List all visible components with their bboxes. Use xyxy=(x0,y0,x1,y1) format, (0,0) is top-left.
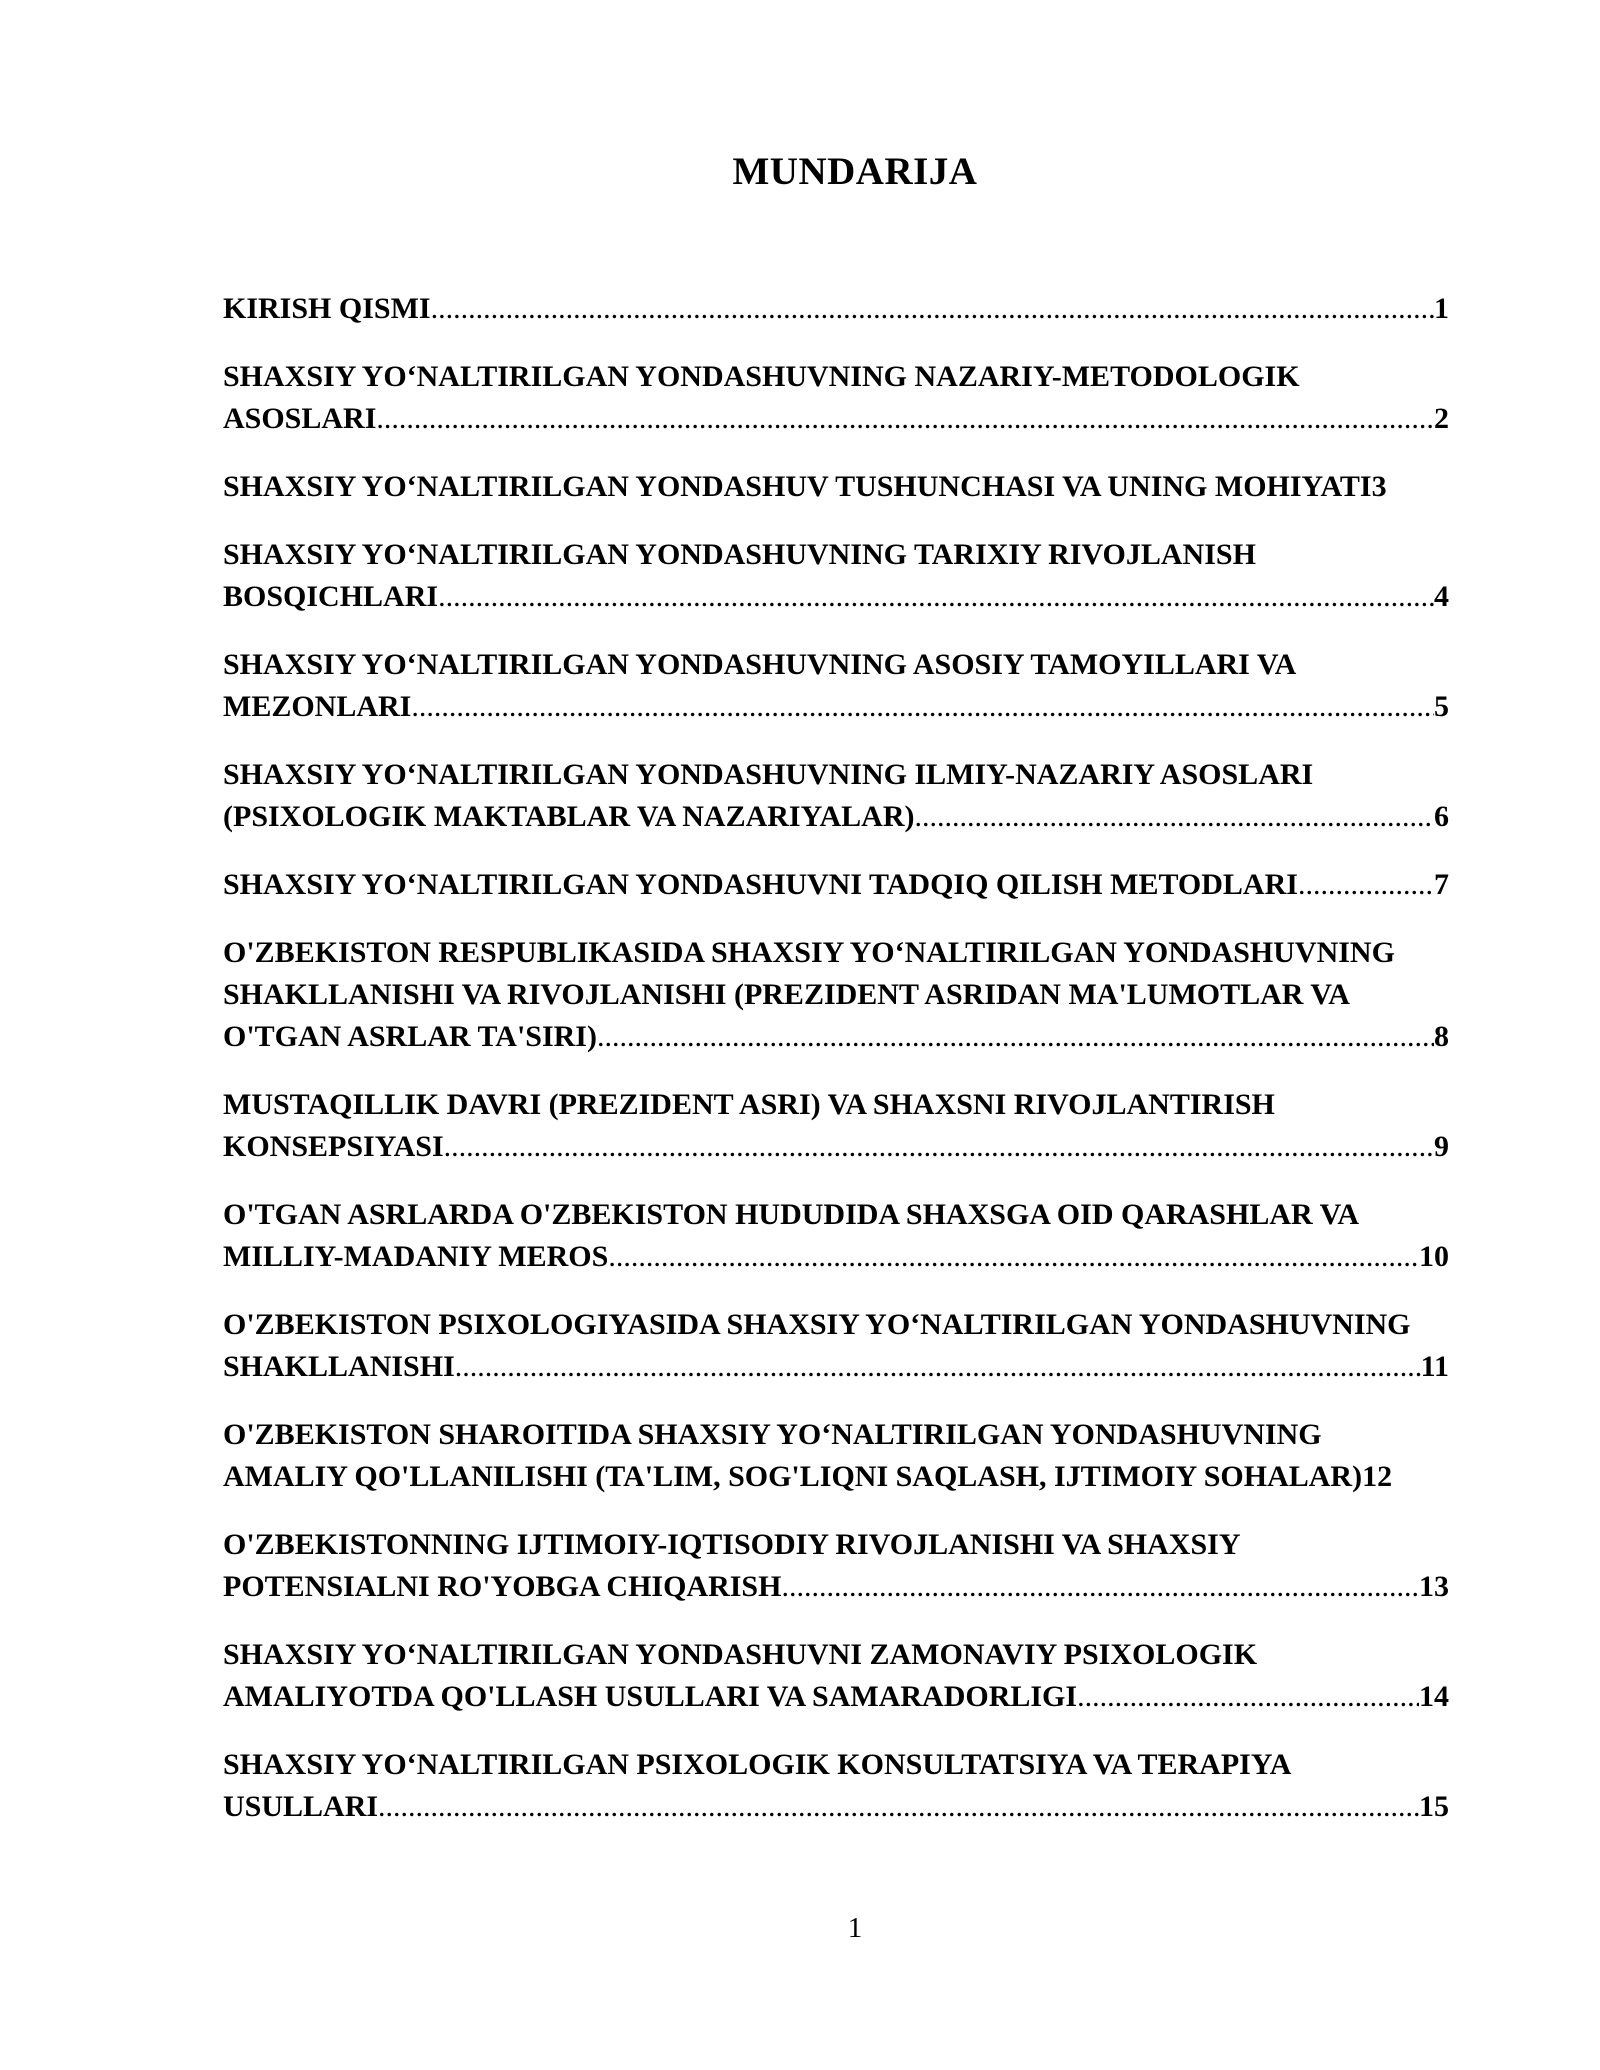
toc-entry-title-line: AMALIY QO'LLANILISHI (TA'LIM, SOG'LIQNI SAQLASH, IJTIMOIY SOHALAR) xyxy=(223,1460,1363,1493)
toc-entry-last-line xyxy=(223,686,1449,728)
toc-entry[interactable] xyxy=(223,1194,1449,1278)
dot-leader xyxy=(781,1566,1419,1608)
toc-entry-last-line xyxy=(223,1676,1449,1718)
toc-page-number: 5 xyxy=(1434,690,1449,723)
toc-page-number: 9 xyxy=(1434,1130,1449,1163)
dot-leader xyxy=(597,1016,1434,1058)
toc-page-number: 8 xyxy=(1434,1020,1449,1053)
toc-entry-title-line: SHAXSIY YO‘NALTIRILGAN YONDASHUVNING ILMIY-NAZARIY ASOSLARI xyxy=(223,758,1314,791)
toc-entry-last-line xyxy=(223,398,1449,440)
toc-entry-title-line: SHAXSIY YO‘NALTIRILGAN YONDASHUV TUSHUNCHASI VA UNING MOHIYATI xyxy=(223,470,1372,503)
toc-entry-title-line: O'TGAN ASRLAR TA'SIRI) xyxy=(223,1020,597,1053)
toc-page-number: 7 xyxy=(1434,868,1449,901)
toc-entry-title-line: USULLARI xyxy=(223,1790,379,1823)
toc-entry[interactable] xyxy=(223,1744,1449,1828)
toc-page-number: 4 xyxy=(1434,580,1449,613)
toc-entry[interactable] xyxy=(223,466,1449,508)
toc-entry-last-line xyxy=(223,576,1449,618)
toc-entry-last-line xyxy=(223,864,1449,906)
toc-entry-last-line xyxy=(223,796,1449,838)
toc-entry-title-line: AMALIYOTDA QO'LLASH USULLARI VA SAMARADORLIGI xyxy=(223,1680,1078,1713)
toc-page-number: 1 xyxy=(1434,292,1449,325)
toc-entry-last-line xyxy=(223,1126,1449,1168)
toc-page-number: 11 xyxy=(1420,1350,1449,1383)
dot-leader xyxy=(455,1346,1421,1388)
toc-entry-title-line: O'ZBEKISTON PSIXOLOGIYASIDA SHAXSIY YO‘NALTIRILGAN YONDASHUVNING xyxy=(223,1308,1411,1341)
toc-page-number: 12 xyxy=(1362,1460,1393,1493)
dot-leader xyxy=(1298,864,1434,906)
toc-entry-title-line: SHAXSIY YO‘NALTIRILGAN YONDASHUVNING NAZARIY-METODOLOGIK xyxy=(223,360,1300,393)
toc-entry-title-line: SHAXSIY YO‘NALTIRILGAN YONDASHUVNING TARIXIY RIVOJLANISH xyxy=(223,538,1256,571)
toc-page-number: 6 xyxy=(1434,800,1449,833)
toc-entry-title-line: SHAXSIY YO‘NALTIRILGAN YONDASHUVNI ZAMONAVIY PSIXOLOGIK xyxy=(223,1638,1258,1671)
toc-entry[interactable] xyxy=(223,1084,1449,1168)
toc-entry-title-line: MILLIY-MADANIY MEROS xyxy=(223,1240,609,1273)
dot-leader xyxy=(411,686,1434,728)
toc-page-number: 14 xyxy=(1419,1680,1449,1713)
toc-entry[interactable] xyxy=(223,356,1449,440)
toc-entry-title-line: KIRISH QISMI xyxy=(223,292,431,325)
toc-entry-title-line: SHAXSIY YO‘NALTIRILGAN YONDASHUVNING ASOSIY TAMOYILLARI VA xyxy=(223,648,1297,681)
toc-page-number: 15 xyxy=(1419,1790,1449,1823)
dot-leader xyxy=(438,576,1434,618)
toc-entry[interactable] xyxy=(223,288,1449,330)
toc-entry-title-line: POTENSIALNI RO'YOBGA CHIQARISH xyxy=(223,1570,782,1603)
dot-leader xyxy=(431,288,1434,330)
toc-entry-last-line xyxy=(223,288,1449,330)
dot-leader xyxy=(915,796,1435,838)
toc-entry-title-line: SHAKLLANISHI xyxy=(223,1350,455,1383)
page-number: 1 xyxy=(847,1912,863,1944)
toc-entry[interactable] xyxy=(223,1524,1449,1608)
toc-entry-last-line xyxy=(223,1566,1449,1608)
dot-leader xyxy=(1077,1676,1419,1718)
page-title: MUNDARIJA xyxy=(732,150,978,193)
toc-page-number: 2 xyxy=(1434,402,1449,435)
dot-leader xyxy=(376,398,1434,440)
toc-entry[interactable] xyxy=(223,754,1449,838)
toc-page-number: 3 xyxy=(1371,470,1387,503)
toc-entry-title-line: O'ZBEKISTON RESPUBLIKASIDA SHAXSIY YO‘NALTIRILGAN YONDASHUVNING xyxy=(223,936,1395,969)
toc-entry-title-line: SHAKLLANISHI VA RIVOJLANISHI (PREZIDENT ASRIDAN MA'LUMOTLAR VA xyxy=(223,978,1350,1011)
toc-entry[interactable] xyxy=(223,644,1449,728)
toc-entry-title-line: O'ZBEKISTON SHAROITIDA SHAXSIY YO‘NALTIRILGAN YONDASHUVNING xyxy=(223,1418,1322,1451)
toc-entry-last-line xyxy=(223,1786,1449,1828)
toc-entry-title-line: SHAXSIY YO‘NALTIRILGAN PSIXOLOGIK KONSULTATSIYA VA TERAPIYA xyxy=(223,1748,1292,1781)
toc-entry-last-line xyxy=(223,1456,1449,1498)
dot-leader xyxy=(608,1236,1419,1278)
toc-entry[interactable] xyxy=(223,1304,1449,1388)
toc-entry-last-line xyxy=(223,1236,1449,1278)
toc-entry-title-line: KONSEPSIYASI xyxy=(223,1130,444,1163)
toc-entry-last-line xyxy=(223,1346,1449,1388)
toc-entry-title-line: O'TGAN ASRLARDA O'ZBEKISTON HUDUDIDA SHAXSGA OID QARASHLAR VA xyxy=(223,1198,1360,1231)
toc-entry[interactable] xyxy=(223,1634,1449,1718)
toc-entry-last-line xyxy=(223,1016,1449,1058)
toc-entry-title-line: BOSQICHLARI xyxy=(223,580,439,613)
toc-entry[interactable] xyxy=(223,864,1449,906)
toc-entry[interactable] xyxy=(223,1414,1449,1498)
toc-entry-title-line: O'ZBEKISTONNING IJTIMOIY-IQTISODIY RIVOJLANISHI VA SHAXSIY xyxy=(223,1528,1241,1561)
table-of-contents xyxy=(223,288,1449,1854)
toc-entry-last-line xyxy=(223,466,1449,508)
toc-entry-title-line: MEZONLARI xyxy=(223,690,412,723)
toc-page-number: 13 xyxy=(1419,1570,1449,1603)
toc-page-number: 10 xyxy=(1419,1240,1449,1273)
toc-entry-title-line: (PSIXOLOGIK MAKTABLAR VA NAZARIYALAR) xyxy=(223,800,915,833)
toc-entry-title-line: SHAXSIY YO‘NALTIRILGAN YONDASHUVNI TADQIQ QILISH METODLARI xyxy=(223,868,1298,901)
toc-entry-title-line: ASOSLARI xyxy=(223,402,377,435)
dot-leader xyxy=(444,1126,1434,1168)
toc-entry-title-line: MUSTAQILLIK DAVRI (PREZIDENT ASRI) VA SHAXSNI RIVOJLANTIRISH xyxy=(223,1088,1275,1121)
toc-entry[interactable] xyxy=(223,932,1449,1058)
toc-entry[interactable] xyxy=(223,534,1449,618)
dot-leader xyxy=(378,1786,1419,1828)
